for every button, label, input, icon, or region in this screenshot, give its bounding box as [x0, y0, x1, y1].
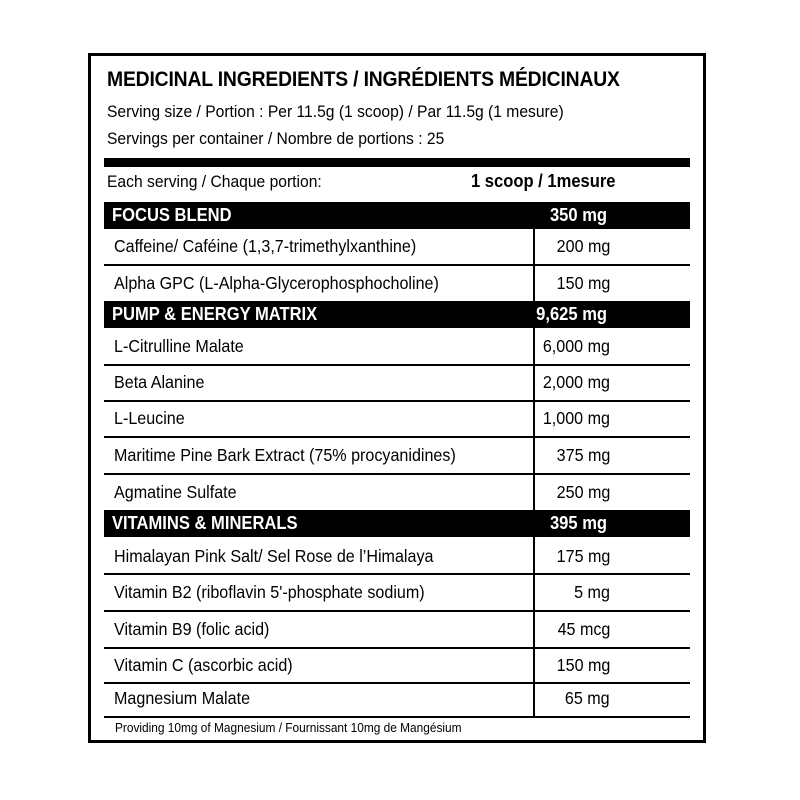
ingredient-name: Maritime Pine Bark Extract (75% procyanidines) [114, 445, 456, 465]
ingredient-name: Vitamin B9 (folic acid) [114, 619, 270, 639]
ingredient-amount: 2,000 mg [542, 372, 610, 392]
ingredient-row [104, 574, 690, 610]
column-divider [533, 328, 535, 510]
ingredient-row [104, 683, 690, 717]
column-divider [533, 229, 535, 301]
each-serving-label: Each serving / Chaque portion: [107, 172, 322, 191]
section-header-pump-energy [104, 301, 690, 328]
ingredient-name: Caffeine/ Caféine (1,3,7-trimethylxanthine) [114, 236, 417, 256]
section-header-vitamins-minerals [104, 510, 690, 537]
ingredient-row [104, 401, 690, 436]
section-header-focus-blend [104, 202, 690, 229]
ingredient-name: Vitamin B2 (riboflavin 5'-phosphate sodium) [114, 582, 425, 602]
column-divider [533, 537, 535, 716]
ingredient-row [104, 328, 690, 364]
ingredient-amount: 65 mg [565, 688, 610, 708]
footnote: Providing 10mg of Magnesium / Fournissant 10mg de Mangésium [115, 721, 462, 735]
section-name: FOCUS BLEND [112, 205, 232, 225]
ingredient-name: Alpha GPC (L-Alpha-Glycerophosphocholine) [114, 273, 439, 293]
ingredient-name: Himalayan Pink Salt/ Sel Rose de l’Himalaya [114, 546, 434, 566]
ingredient-amount: 175 mg [556, 546, 610, 566]
ingredient-name: Magnesium Malate [114, 688, 251, 708]
section-amount: 395 mg [549, 513, 607, 533]
ingredient-name: Agmatine Sulfate [114, 482, 237, 502]
ingredient-row [104, 437, 690, 473]
ingredient-amount: 250 mg [556, 482, 610, 502]
section-name: VITAMINS & MINERALS [112, 513, 298, 533]
row-divider [104, 716, 690, 718]
section-amount: 9,625 mg [536, 304, 607, 324]
ingredient-name: Beta Alanine [114, 372, 205, 392]
ingredient-amount: 1,000 mg [542, 408, 610, 428]
servings-per-container: Servings per container / Nombre de portions : 25 [107, 129, 445, 148]
ingredient-name: Vitamin C (ascorbic acid) [114, 655, 293, 675]
section-name: PUMP & ENERGY MATRIX [112, 304, 318, 324]
ingredient-amount: 200 mg [556, 236, 610, 256]
ingredient-row [104, 611, 690, 647]
each-serving-amount: 1 scoop / 1mesure [471, 171, 616, 191]
thick-divider [104, 158, 690, 167]
ingredient-row [104, 537, 690, 573]
ingredient-row [104, 265, 690, 300]
ingredient-amount: 5 mg [574, 582, 610, 602]
ingredient-amount: 6,000 mg [542, 336, 610, 356]
ingredient-amount: 375 mg [556, 445, 610, 465]
ingredient-name: L-Leucine [114, 408, 185, 428]
ingredient-row [104, 474, 690, 510]
serving-size: Serving size / Portion : Per 11.5g (1 scoop) / Par 11.5g (1 mesure) [107, 102, 564, 121]
panel-title: MEDICINAL INGREDIENTS / INGRÉDIENTS MÉDICINAUX [107, 67, 620, 91]
ingredient-row [104, 365, 690, 400]
ingredient-row [104, 648, 690, 682]
ingredient-name: L-Citrulline Malate [114, 336, 244, 356]
ingredients-panel [88, 53, 706, 743]
ingredient-amount: 150 mg [556, 655, 610, 675]
section-amount: 350 mg [549, 205, 607, 225]
ingredient-row [104, 229, 690, 264]
ingredient-amount: 150 mg [556, 273, 610, 293]
ingredient-amount: 45 mcg [557, 619, 610, 639]
